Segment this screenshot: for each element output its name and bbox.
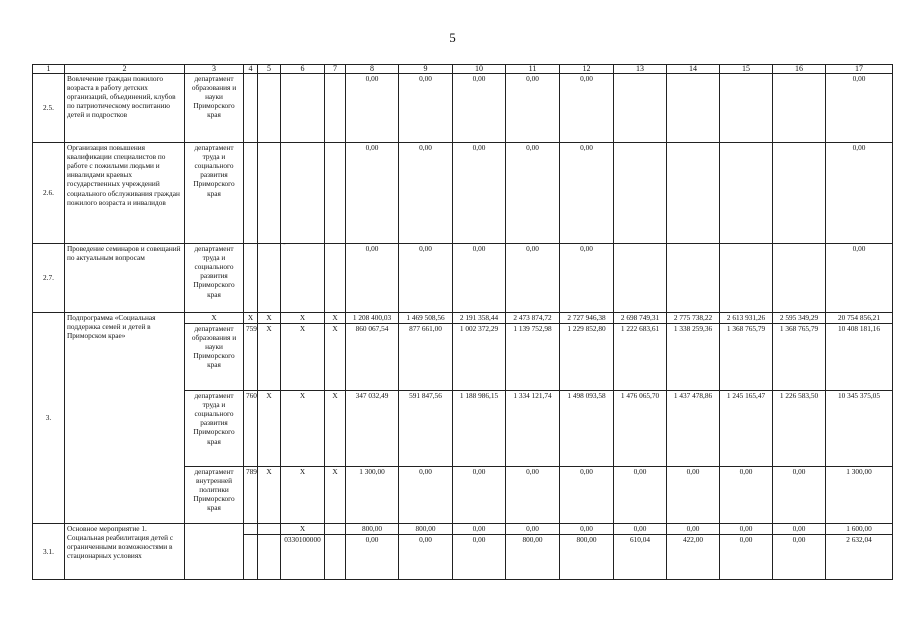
value-cell xyxy=(773,74,826,143)
value-cell xyxy=(720,244,773,313)
header-row xyxy=(33,65,893,74)
value-cell: 2 613 931,26 xyxy=(720,313,773,324)
value-cell: 1 437 478,86 xyxy=(667,391,720,467)
row-number: 3.1. xyxy=(33,524,65,580)
value-cell: 1 600,00 xyxy=(826,524,893,535)
value-cell: 0,00 xyxy=(667,524,720,535)
column-header: 15 xyxy=(720,65,773,74)
row-number: 2.6. xyxy=(33,143,65,244)
code-cell: X xyxy=(281,391,325,467)
value-cell xyxy=(720,74,773,143)
value-cell: 0,00 xyxy=(560,74,614,143)
row-executor: департамент образования и науки Приморского края xyxy=(185,324,244,391)
value-cell: 1 229 852,80 xyxy=(560,324,614,391)
code-cell xyxy=(325,524,346,535)
value-cell: 2 727 946,38 xyxy=(560,313,614,324)
value-cell: 1 139 752,98 xyxy=(506,324,560,391)
code-cell: X xyxy=(325,467,346,524)
value-cell: 1 476 065,70 xyxy=(614,391,667,467)
row-executor: департамент труда и социального развития Приморского края xyxy=(185,244,244,313)
value-cell: 0,00 xyxy=(346,74,399,143)
value-cell: 800,00 xyxy=(506,535,560,580)
row-description: Основное мероприятие 1. Социальная реабилитация детей с ограниченными возможностями в стационарных условиях xyxy=(65,524,185,580)
value-cell: 0,00 xyxy=(614,467,667,524)
value-cell: 20 754 856,21 xyxy=(826,313,893,324)
code-cell: 759 xyxy=(244,324,258,391)
value-cell: 0,00 xyxy=(399,535,453,580)
value-cell: 0,00 xyxy=(506,524,560,535)
column-header: 4 xyxy=(244,65,258,74)
value-cell: 1 368 765,79 xyxy=(720,324,773,391)
value-cell: 2 191 358,44 xyxy=(453,313,506,324)
value-cell: 0,00 xyxy=(773,524,826,535)
code-cell: X xyxy=(258,313,281,324)
value-cell xyxy=(614,74,667,143)
column-header: 14 xyxy=(667,65,720,74)
table-row xyxy=(33,244,893,313)
code-cell: X xyxy=(325,324,346,391)
value-cell: 1 188 986,15 xyxy=(453,391,506,467)
code-cell xyxy=(258,244,281,313)
value-cell: 2 775 738,22 xyxy=(667,313,720,324)
code-cell xyxy=(244,524,258,535)
column-header: 3 xyxy=(185,65,244,74)
value-cell: 800,00 xyxy=(399,524,453,535)
value-cell: 0,00 xyxy=(773,535,826,580)
value-cell: 0,00 xyxy=(453,535,506,580)
value-cell: 422,00 xyxy=(667,535,720,580)
value-cell: 0,00 xyxy=(346,535,399,580)
value-cell: 0,00 xyxy=(453,524,506,535)
value-cell: 610,04 xyxy=(614,535,667,580)
code-cell: 760 xyxy=(244,391,258,467)
value-cell: 0,00 xyxy=(720,535,773,580)
code-cell: X xyxy=(281,324,325,391)
code-cell xyxy=(258,143,281,244)
value-cell: 1 338 259,36 xyxy=(667,324,720,391)
column-header: 8 xyxy=(346,65,399,74)
value-cell xyxy=(773,143,826,244)
value-cell: 0,00 xyxy=(506,467,560,524)
code-cell xyxy=(325,244,346,313)
code-cell xyxy=(325,74,346,143)
value-cell: 0,00 xyxy=(720,467,773,524)
code-cell: 789 xyxy=(244,467,258,524)
value-cell: 0,00 xyxy=(453,467,506,524)
code-cell xyxy=(325,535,346,580)
value-cell: 1 208 400,03 xyxy=(346,313,399,324)
value-cell xyxy=(614,244,667,313)
value-cell xyxy=(614,143,667,244)
column-header: 6 xyxy=(281,65,325,74)
row-description: Организация повышения квалификации специалистов по работе с пожилыми людьми и инвалидами краевых государственных учреждений социального обслуживания граждан пожилого возраста и инвалидов xyxy=(65,143,185,244)
value-cell xyxy=(667,244,720,313)
code-cell: X xyxy=(325,391,346,467)
value-cell: 10 408 181,16 xyxy=(826,324,893,391)
value-cell xyxy=(667,143,720,244)
value-cell: 0,00 xyxy=(826,143,893,244)
table-row xyxy=(33,313,893,324)
row-description: Подпрограмма «Социальная поддержка семей и детей в Приморском крае» xyxy=(65,313,185,524)
value-cell: 591 847,56 xyxy=(399,391,453,467)
table-row xyxy=(33,143,893,244)
column-header: 16 xyxy=(773,65,826,74)
value-cell: 1 222 683,61 xyxy=(614,324,667,391)
column-header: 10 xyxy=(453,65,506,74)
column-header: 5 xyxy=(258,65,281,74)
table-row xyxy=(33,74,893,143)
row-executor: департамент внутренней политики Приморского края xyxy=(185,467,244,524)
value-cell xyxy=(773,244,826,313)
column-header: 1 xyxy=(33,65,65,74)
value-cell: 0,00 xyxy=(346,244,399,313)
column-header: 9 xyxy=(399,65,453,74)
value-cell: 1 245 165,47 xyxy=(720,391,773,467)
code-cell xyxy=(281,244,325,313)
column-header: 2 xyxy=(65,65,185,74)
value-cell: 0,00 xyxy=(506,74,560,143)
code-cell xyxy=(258,74,281,143)
value-cell: 0,00 xyxy=(560,143,614,244)
code-cell xyxy=(258,535,281,580)
budget-table xyxy=(32,64,893,580)
code-cell: X xyxy=(258,391,281,467)
code-cell xyxy=(325,143,346,244)
stray-mark: - xyxy=(283,239,286,248)
table-row xyxy=(33,524,893,535)
page-number: 5 xyxy=(449,30,456,45)
value-cell: 0,00 xyxy=(506,143,560,244)
row-description: Вовлечение граждан пожилого возраста в работу детских организаций, объединений, клубов по патриотическому воспитанию детей и подростков xyxy=(65,74,185,143)
value-cell: 2 632,04 xyxy=(826,535,893,580)
value-cell: 1 368 765,79 xyxy=(773,324,826,391)
code-cell: X xyxy=(281,524,325,535)
value-cell: 0,00 xyxy=(720,524,773,535)
value-cell: 347 032,49 xyxy=(346,391,399,467)
value-cell: 0,00 xyxy=(346,143,399,244)
column-header: 17 xyxy=(826,65,893,74)
value-cell: 10 345 375,05 xyxy=(826,391,893,467)
code-cell xyxy=(258,524,281,535)
value-cell: 0,00 xyxy=(453,244,506,313)
value-cell: 0,00 xyxy=(506,244,560,313)
value-cell: 1 469 508,56 xyxy=(399,313,453,324)
column-header: 12 xyxy=(560,65,614,74)
row-number: 2.7. xyxy=(33,244,65,313)
row-executor: департамент труда и социального развития Приморского края xyxy=(185,391,244,467)
column-header: 7 xyxy=(325,65,346,74)
value-cell: 1 334 121,74 xyxy=(506,391,560,467)
value-cell: 0,00 xyxy=(826,244,893,313)
value-cell: 1 498 093,58 xyxy=(560,391,614,467)
code-cell: X xyxy=(244,313,258,324)
value-cell: 0,00 xyxy=(560,524,614,535)
value-cell: 0,00 xyxy=(453,74,506,143)
value-cell: 0,00 xyxy=(773,467,826,524)
code-cell xyxy=(244,535,258,580)
value-cell: 877 661,00 xyxy=(399,324,453,391)
row-number: 3. xyxy=(33,313,65,524)
code-cell: X xyxy=(258,467,281,524)
value-cell: 0,00 xyxy=(614,524,667,535)
value-cell: 1 002 372,29 xyxy=(453,324,506,391)
value-cell: 860 067,54 xyxy=(346,324,399,391)
row-executor: департамент образования и науки Приморского края xyxy=(185,74,244,143)
row-executor: департамент труда и социального развития Приморского края xyxy=(185,143,244,244)
value-cell: 1 226 583,50 xyxy=(773,391,826,467)
value-cell: 2 595 349,29 xyxy=(773,313,826,324)
code-cell xyxy=(244,143,258,244)
value-cell: 0,00 xyxy=(399,467,453,524)
row-executor: X xyxy=(185,313,244,324)
code-cell xyxy=(244,244,258,313)
code-cell xyxy=(244,74,258,143)
value-cell: 800,00 xyxy=(346,524,399,535)
column-header: 11 xyxy=(506,65,560,74)
value-cell: 1 300,00 xyxy=(346,467,399,524)
row-description: Проведение семинаров и совещаний по актуальным вопросам xyxy=(65,244,185,313)
value-cell: 0,00 xyxy=(826,74,893,143)
value-cell xyxy=(720,143,773,244)
value-cell: 0,00 xyxy=(560,467,614,524)
value-cell: 0,00 xyxy=(399,74,453,143)
value-cell: 0,00 xyxy=(560,244,614,313)
code-cell xyxy=(281,74,325,143)
row-executor xyxy=(185,524,244,580)
value-cell: 2 698 749,31 xyxy=(614,313,667,324)
code-cell: X xyxy=(281,467,325,524)
value-cell: 0,00 xyxy=(453,143,506,244)
code-cell: 0330100000 xyxy=(281,535,325,580)
value-cell: 0,00 xyxy=(667,467,720,524)
column-header: 13 xyxy=(614,65,667,74)
value-cell: 0,00 xyxy=(399,143,453,244)
code-cell xyxy=(281,143,325,244)
value-cell: 800,00 xyxy=(560,535,614,580)
code-cell: X xyxy=(258,324,281,391)
value-cell xyxy=(667,74,720,143)
row-number: 2.5. xyxy=(33,74,65,143)
code-cell: X xyxy=(281,313,325,324)
value-cell: 2 473 874,72 xyxy=(506,313,560,324)
code-cell: X xyxy=(325,313,346,324)
value-cell: 1 300,00 xyxy=(826,467,893,524)
value-cell: 0,00 xyxy=(399,244,453,313)
